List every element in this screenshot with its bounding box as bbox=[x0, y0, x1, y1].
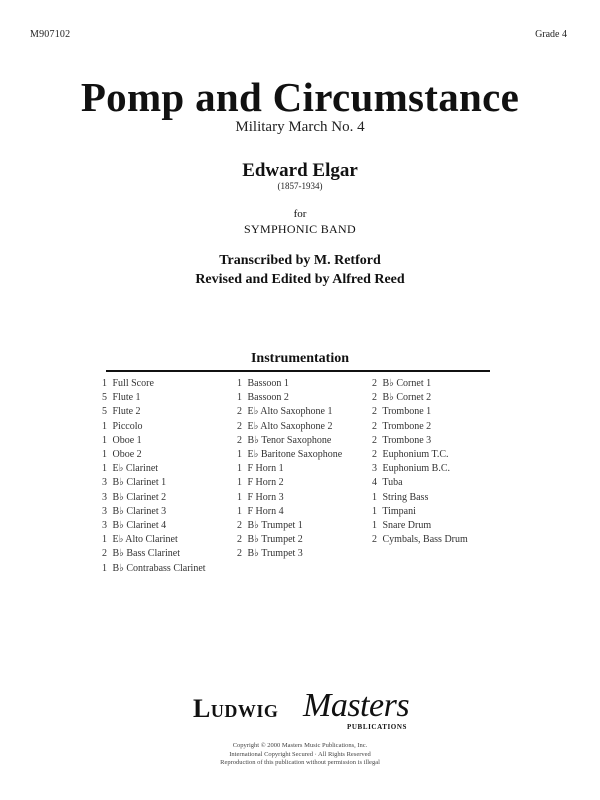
copyright-line: Reproduction of this publication without permission is illegal bbox=[220, 759, 380, 766]
instrument-part-item bbox=[102, 519, 206, 533]
part-quantity: 2 bbox=[237, 534, 242, 546]
instrument-part-item bbox=[372, 420, 468, 434]
instrument-part-item bbox=[237, 547, 342, 561]
part-name: F Horn 2 bbox=[247, 477, 284, 489]
for-label: for bbox=[293, 208, 307, 220]
part-quantity: 1 bbox=[237, 505, 242, 517]
part-name: B♭ Contrabass Clarinet bbox=[112, 562, 206, 574]
part-name: Trombone 3 bbox=[382, 434, 432, 446]
part-name: B♭ Trumpet 2 bbox=[247, 534, 303, 546]
instrument-part-item bbox=[237, 420, 342, 434]
instrumentation-column-2 bbox=[237, 377, 342, 562]
instrument-part-item bbox=[102, 391, 206, 405]
instrument-part-item bbox=[372, 377, 468, 391]
part-name: B♭ Tenor Saxophone bbox=[247, 434, 332, 446]
instrumentation-divider bbox=[106, 370, 490, 372]
part-name: B♭ Clarinet 3 bbox=[112, 505, 167, 517]
part-quantity: 3 bbox=[372, 463, 377, 475]
part-quantity: 1 bbox=[102, 434, 107, 446]
part-quantity: 2 bbox=[237, 520, 242, 532]
part-name: B♭ Clarinet 4 bbox=[112, 520, 167, 532]
part-quantity: 1 bbox=[102, 534, 107, 546]
grade-label: Grade 4 bbox=[535, 29, 567, 40]
instrument-part-item bbox=[237, 476, 342, 490]
part-quantity: 2 bbox=[237, 548, 242, 560]
part-quantity: 2 bbox=[102, 548, 107, 560]
part-quantity: 3 bbox=[102, 505, 107, 517]
part-quantity: 1 bbox=[102, 378, 107, 389]
part-name: Trombone 1 bbox=[382, 406, 432, 418]
copyright-line: Copyright © 2000 Masters Music Publications, Inc. bbox=[232, 742, 368, 749]
part-name: Euphonium T.C. bbox=[382, 449, 449, 461]
part-quantity: 3 bbox=[102, 477, 107, 489]
part-name: Bassoon 1 bbox=[247, 378, 289, 389]
part-quantity: 1 bbox=[237, 449, 242, 461]
instrument-part-item bbox=[237, 377, 342, 391]
part-name: Flute 1 bbox=[112, 392, 141, 404]
part-quantity: 1 bbox=[102, 463, 107, 475]
part-quantity: 1 bbox=[102, 420, 107, 432]
part-quantity: 2 bbox=[237, 406, 242, 418]
composer-dates: (1857-1934) bbox=[277, 181, 323, 191]
instrument-part-item bbox=[102, 420, 206, 434]
transcriber-credit: Transcribed by M. Retford bbox=[219, 253, 381, 268]
part-quantity: 2 bbox=[372, 378, 377, 389]
instrument-part-item bbox=[102, 533, 206, 547]
instrumentation-column-1 bbox=[102, 377, 206, 576]
part-quantity: 3 bbox=[102, 491, 107, 503]
part-quantity: 1 bbox=[372, 505, 377, 517]
copyright-line: International Copyright Secured · All Rights Reserved bbox=[229, 750, 371, 758]
part-quantity: 4 bbox=[372, 477, 377, 489]
instrument-part-item bbox=[372, 476, 468, 490]
logo-masters-script: Masters bbox=[303, 687, 410, 724]
instrument-part-item bbox=[102, 462, 206, 476]
instrument-part-item bbox=[102, 405, 206, 419]
publisher-logo bbox=[193, 688, 413, 736]
instrument-part-item bbox=[237, 533, 342, 547]
part-quantity: 2 bbox=[237, 420, 242, 432]
part-quantity: 2 bbox=[372, 449, 377, 461]
catalog-number: M907102 bbox=[30, 29, 71, 40]
part-name: E♭ Alto Saxophone 1 bbox=[247, 406, 333, 418]
instrument-part-item bbox=[372, 491, 468, 505]
part-name: B♭ Cornet 1 bbox=[382, 378, 432, 389]
part-name: Flute 2 bbox=[112, 406, 141, 418]
part-name: Tuba bbox=[382, 477, 403, 489]
part-name: String Bass bbox=[382, 491, 429, 503]
part-quantity: 2 bbox=[372, 392, 377, 404]
part-name: B♭ Cornet 2 bbox=[382, 392, 432, 404]
instrument-part-item bbox=[237, 491, 342, 505]
part-quantity: 2 bbox=[372, 420, 377, 432]
part-quantity: 1 bbox=[237, 378, 242, 389]
part-quantity: 2 bbox=[237, 434, 242, 446]
instrument-part-item bbox=[237, 505, 342, 519]
part-name: F Horn 4 bbox=[247, 505, 284, 517]
part-name: E♭ Alto Clarinet bbox=[112, 534, 178, 546]
instrument-part-item bbox=[237, 462, 342, 476]
piece-title: Pomp and Circumstance bbox=[80, 74, 520, 120]
instrument-part-item bbox=[102, 377, 206, 391]
part-name: Bassoon 2 bbox=[247, 392, 289, 404]
piece-subtitle: Military March No. 4 bbox=[235, 119, 365, 135]
part-name: B♭ Trumpet 1 bbox=[247, 520, 303, 532]
part-quantity: 1 bbox=[237, 491, 242, 503]
instrument-part-item bbox=[237, 391, 342, 405]
instrumentation-heading: Instrumentation bbox=[250, 351, 349, 366]
part-name: E♭ Baritone Saxophone bbox=[247, 449, 343, 461]
part-name: Full Score bbox=[112, 378, 154, 389]
part-quantity: 1 bbox=[237, 463, 242, 475]
instrument-part-item bbox=[372, 519, 468, 533]
part-name: F Horn 3 bbox=[247, 491, 284, 503]
instrument-part-item bbox=[372, 448, 468, 462]
part-name: Snare Drum bbox=[382, 520, 432, 532]
copyright-notice bbox=[0, 742, 600, 768]
part-name: Cymbals, Bass Drum bbox=[382, 534, 468, 546]
part-quantity: 1 bbox=[237, 477, 242, 489]
part-name: B♭ Bass Clarinet bbox=[112, 548, 180, 560]
part-quantity: 5 bbox=[102, 392, 107, 404]
part-name: Oboe 1 bbox=[112, 434, 142, 446]
part-name: B♭ Clarinet 1 bbox=[112, 477, 167, 489]
instrument-part-item bbox=[372, 505, 468, 519]
part-quantity: 1 bbox=[372, 520, 377, 532]
composer-name: Edward Elgar bbox=[242, 160, 358, 181]
instrument-part-item bbox=[237, 448, 342, 462]
instrument-part-item bbox=[102, 448, 206, 462]
ensemble-name: SYMPHONIC BAND bbox=[244, 222, 356, 236]
instrument-part-item bbox=[102, 491, 206, 505]
part-name: E♭ Clarinet bbox=[112, 463, 159, 475]
part-name: E♭ Alto Saxophone 2 bbox=[247, 420, 333, 432]
logo-ludwig-text: Ludwig bbox=[193, 694, 279, 723]
part-name: Piccolo bbox=[112, 420, 143, 432]
instrument-part-item bbox=[102, 547, 206, 561]
logo-publications-text: PUBLICATIONS bbox=[347, 723, 407, 731]
part-name: F Horn 1 bbox=[247, 463, 284, 475]
part-quantity: 5 bbox=[102, 406, 107, 418]
instrument-part-item bbox=[102, 476, 206, 490]
instrument-part-item bbox=[102, 505, 206, 519]
instrument-part-item bbox=[237, 519, 342, 533]
instrumentation-column-3 bbox=[372, 377, 468, 547]
part-quantity: 3 bbox=[102, 520, 107, 532]
editor-credit: Revised and Edited by Alfred Reed bbox=[195, 272, 405, 287]
instrument-part-item bbox=[102, 562, 206, 576]
part-name: Euphonium B.C. bbox=[382, 463, 451, 475]
part-quantity: 1 bbox=[372, 491, 377, 503]
instrument-part-item bbox=[372, 391, 468, 405]
instrument-part-item bbox=[372, 462, 468, 476]
part-quantity: 1 bbox=[102, 562, 107, 574]
instrument-part-item bbox=[372, 405, 468, 419]
part-name: Oboe 2 bbox=[112, 449, 142, 461]
instrument-part-item bbox=[372, 434, 468, 448]
part-name: Trombone 2 bbox=[382, 420, 432, 432]
part-quantity: 2 bbox=[372, 534, 377, 546]
part-name: B♭ Trumpet 3 bbox=[247, 548, 303, 560]
instrument-part-item bbox=[102, 434, 206, 448]
part-quantity: 1 bbox=[102, 449, 107, 461]
instrument-part-item bbox=[237, 405, 342, 419]
part-quantity: 2 bbox=[372, 434, 377, 446]
instrument-part-item bbox=[237, 434, 342, 448]
part-name: Timpani bbox=[382, 505, 416, 517]
part-quantity: 2 bbox=[372, 406, 377, 418]
instrument-part-item bbox=[372, 533, 468, 547]
part-quantity: 1 bbox=[237, 392, 242, 404]
part-name: B♭ Clarinet 2 bbox=[112, 491, 167, 503]
